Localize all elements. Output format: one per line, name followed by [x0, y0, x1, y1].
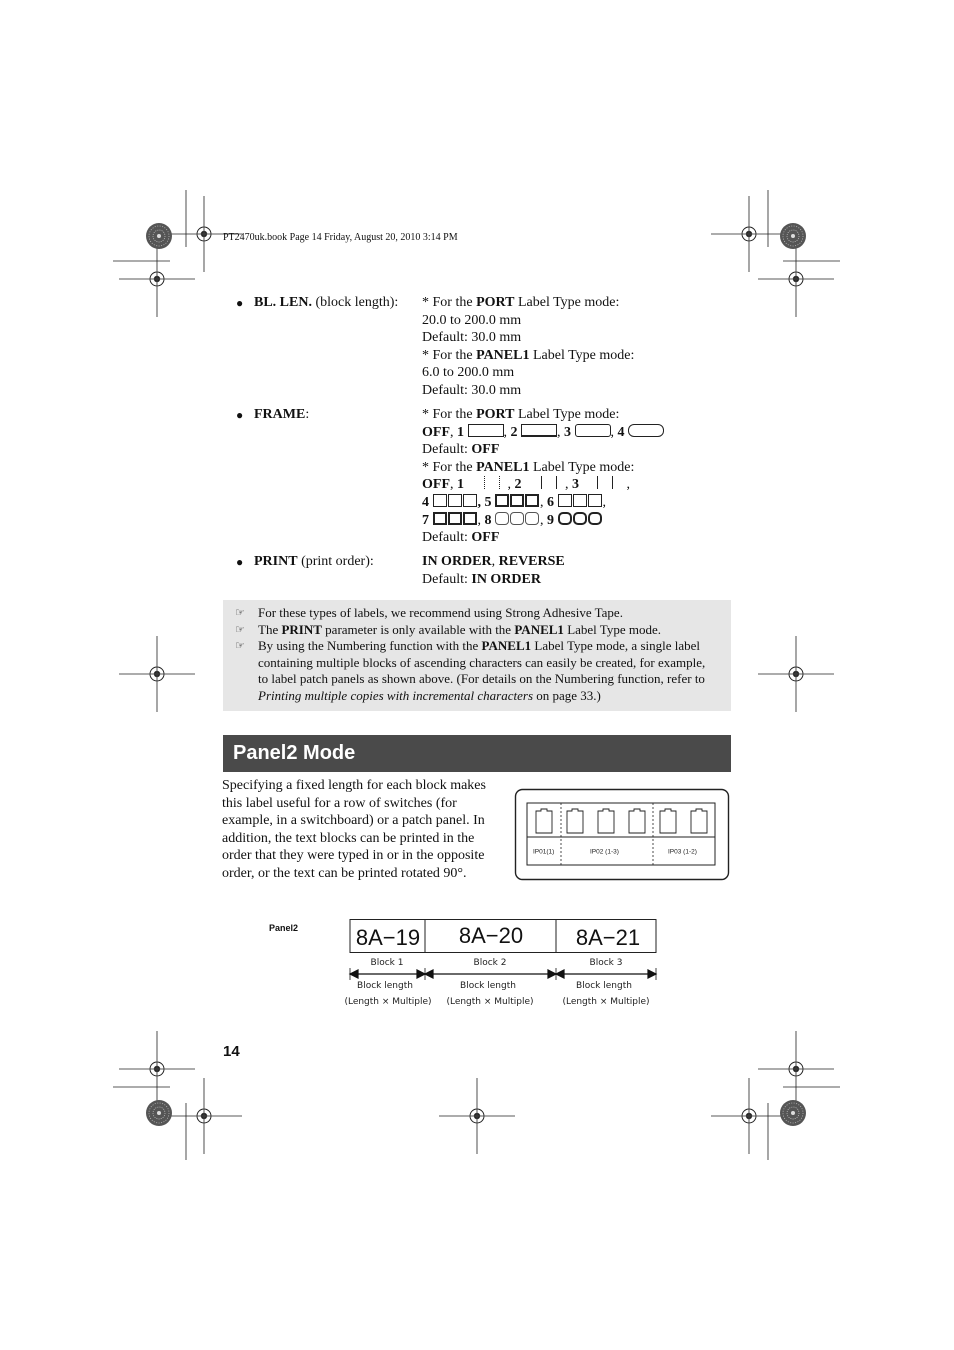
page-number: 14 — [223, 1043, 240, 1060]
description-paragraph: Specifying a fixed length for each block makes this label useful for a row of switches (for example, in a switchboard) or a patch panel. In addition, the text blocks can be printed in the order that they were typed in or in the opposite order, or the text can be printed rotated 90°. — [222, 778, 486, 881]
frame-cells-icon — [433, 495, 478, 510]
param-label-frame: FRAME: — [254, 407, 310, 422]
block-2-formula: (Length × Multiple) — [446, 997, 534, 1007]
block-1-name: Block 1 — [370, 958, 404, 968]
patch-label-2: IP02 (1-3) — [590, 848, 619, 856]
frame-panel1-options-row1: OFF, 1 , 2 , 3 , — [422, 477, 630, 493]
frame-port-options: OFF, 1 , 2 , 3 , 4 — [422, 424, 664, 442]
pointing-hand-icon: ☞ — [235, 606, 245, 619]
frame-solid-divider-icon — [541, 476, 557, 489]
block-1-length: Block length — [357, 981, 413, 991]
block-3-name: Block 3 — [589, 958, 623, 968]
block-2-text: 8A−20 — [458, 923, 524, 948]
patch-panel-illustration — [514, 788, 730, 882]
frame-cells-icon — [433, 513, 478, 528]
block-2-length: Block length — [460, 981, 516, 991]
block-3-text: 8A−21 — [575, 925, 641, 950]
frame-shadow-icon — [521, 424, 557, 437]
block-2-name: Block 2 — [473, 958, 507, 968]
param-values-bl-len: * For the PORT Label Type mode: 20.0 to 200.0 mm Default: 30.0 mm * For the PANEL1 Label Type mode: 6.0 to 200.0 mm Default: 30.0 mm — [422, 295, 635, 398]
frame-dotted-divider-icon — [484, 476, 500, 489]
panel2-diagram — [340, 912, 670, 1012]
param-label-bl-len: BL. LEN. (block length): — [254, 295, 399, 310]
block-3-length: Block length — [576, 981, 632, 991]
frame-cells-icon — [495, 495, 540, 510]
bullet-icon: ● — [236, 296, 244, 310]
notes-box — [223, 600, 731, 711]
frame-rounded-icon — [575, 424, 611, 437]
patch-label-1: IP01(1) — [533, 848, 555, 856]
panel2-side-label: Panel2 — [269, 923, 299, 933]
note-item: ☞ For these types of labels, we recommend using Strong Adhesive Tape. — [235, 605, 623, 620]
frame-cells-icon — [558, 513, 603, 528]
patch-label-3: IP03 (1-2) — [668, 848, 697, 856]
note-item: ☞ By using the Numbering function with the PANEL1 Label Type mode, a single label containing multiple blocks of ascending characters can easily be created, for example, to label patch panels as shown above. (For details on the Numbering function, refer to Printing multiple copies with incremental characters on page 33.) — [235, 638, 706, 703]
block-length-arrows — [350, 968, 656, 980]
frame-cells-icon — [558, 495, 603, 510]
frame-cells-icon — [495, 513, 540, 528]
frame-square-icon — [468, 424, 504, 437]
param-label-print: PRINT (print order): — [254, 554, 374, 569]
frame-panel1-options-row2: 4 , 5 , 6 , — [422, 494, 606, 510]
bullet-icon: ● — [236, 408, 244, 422]
pointing-hand-icon: ☞ — [235, 622, 245, 636]
pointing-hand-icon: ☞ — [235, 639, 245, 653]
print-header: PT2470uk.book Page 14 Friday, August 20, 2010 3:14 PM — [223, 232, 458, 243]
frame-round-icon — [628, 424, 664, 437]
bullet-icon: ● — [236, 555, 244, 569]
note-item: ☞ The PRINT parameter is only available with the PANEL1 Label Type mode. — [235, 621, 661, 637]
section-title: Panel2 Mode — [223, 735, 731, 772]
block-1-text: 8A−19 — [355, 925, 421, 950]
frame-bold-divider-icon — [597, 476, 613, 489]
block-1-formula: (Length × Multiple) — [344, 997, 432, 1007]
param-values-frame: * For the PORT Label Type mode: OFF, 1 , 2 , 3 , 4 Default: OFF * For the PANEL1 Label Type mode: OFF, 1 , 2 , 3 , 4 , 5 , 6 , 7 , 8 , 9 Default: OFF — [422, 406, 664, 547]
block-3-formula: (Length × Multiple) — [562, 997, 650, 1007]
param-values-print: IN ORDER, REVERSE Default: IN ORDER — [422, 554, 565, 587]
frame-panel1-options-row3: 7 , 8 , 9 — [422, 512, 664, 530]
